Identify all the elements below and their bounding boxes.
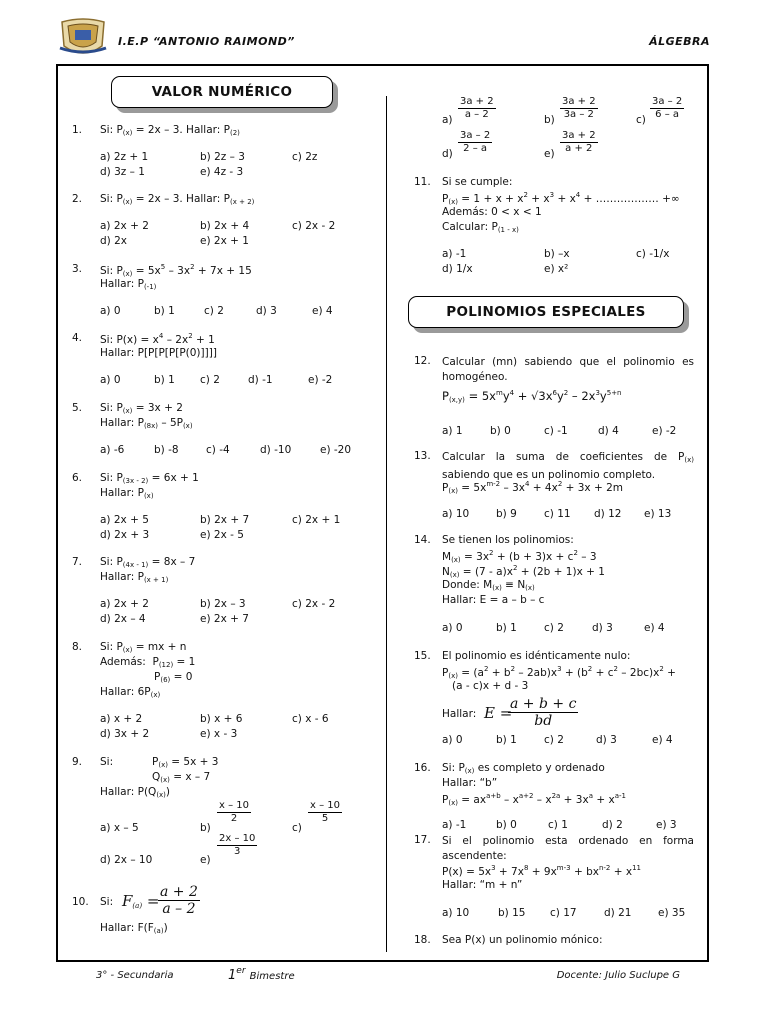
option-e: e) -20 (320, 444, 352, 456)
question-number: 17. (414, 834, 431, 846)
option-e: e) 3 (656, 819, 677, 831)
question-stem: Si: $P_{(x)} = 2x - 3$. Hallar: $P_{(2)}$ (100, 124, 240, 137)
option-b: b) 2x + 4 (200, 220, 250, 232)
question-stem-2: Hallar: $F(F_{(a)})$ (100, 922, 168, 935)
option-c: c) 2 (544, 734, 564, 746)
option-d: d) 12 (594, 508, 622, 520)
option-d: d) 3 (256, 305, 277, 317)
option-a-label: a) (442, 114, 453, 126)
question-number: 3. (72, 263, 83, 275)
question-number: 6. (72, 472, 83, 484)
question-stem-3: $P_{(x)} = ax^{a+b} - x^{a+2} - x^{2a} + 3x^a + x^{a-1}$ (442, 792, 626, 807)
question-number: 15. (414, 650, 431, 662)
option-b: b) 2x + 7 (200, 514, 250, 526)
question-stem-2: Hallar: “b” (442, 777, 498, 789)
question-number: 1. (72, 124, 83, 136)
option-b: b) 2z – 3 (200, 151, 245, 163)
question-stem: Calcular (mn) sabiendo que el polinomio es homogéneo. (442, 356, 694, 383)
option-d-label: d) (442, 148, 453, 160)
question-stem: Si se cumple: (442, 176, 513, 188)
question-si: Si: (100, 896, 114, 908)
question-number: 12. (414, 355, 431, 367)
option-b: b) 9 (496, 508, 517, 520)
option-c: c) 2 (200, 374, 220, 386)
option-e-label: e) (544, 148, 555, 160)
option-b: b) 1 (496, 622, 517, 634)
question-stem-3: Hallar: $P(Q_{(x)})$ (100, 786, 171, 799)
question-stem-4: Hallar: $6P_{(x)}$ (100, 686, 161, 699)
option-a: a) 0 (100, 374, 121, 386)
option-b: b) –x (544, 248, 570, 260)
option-a: a) -6 (100, 444, 125, 456)
question-stem-2: $M_{(x)} = 3x^2 + (b + 3)x + c^2 - 3$ (442, 549, 597, 564)
option-a: a) 2x + 2 (100, 220, 149, 232)
section-title-valor-numerico: VALOR NUMÉRICO (111, 76, 333, 108)
question-number: 4. (72, 332, 83, 344)
question-stem-3: $N_{(x)} = (7 - a)x^2 + (2b + 1)x + 1$ (442, 564, 605, 579)
question-stem: Si: $P_{(x)} = 5x^5 - 3x^2 + 7x + 15$ (100, 263, 252, 278)
question-stem-2: $P_{(x)} = (a^2 + b^2 - 2ab)x^3 + (b^2 + c^2 - 2bc)x^2$ + (442, 665, 676, 680)
question-stem: El polinomio es idénticamente nulo: (442, 650, 631, 662)
expression-fraction: $\frac{a + b + c}{bd}$ (510, 696, 577, 729)
footer-term: 1er Bimestre (228, 966, 295, 983)
question-stem-2: Hallar: P[P[P[P[P(0)]]]] (100, 347, 217, 359)
question-stem: Si: $P_{(x)} = 2x - 3$. Hallar: $P_{(x + 2)}$ (100, 193, 255, 206)
option-d: d) 1/x (442, 263, 473, 275)
option-c-label: c) (636, 114, 646, 126)
option-c: c) 11 (544, 508, 571, 520)
question-number: 18. (414, 934, 431, 946)
question-stem-3: $P_{(6)} = 0$ (154, 671, 193, 684)
option-b: b) 1 (154, 305, 175, 317)
option-a: a) 0 (442, 622, 463, 634)
page-footer (96, 966, 696, 988)
option-d: d) 3x + 2 (100, 728, 150, 740)
subject-name: ÁLGEBRA (649, 35, 710, 48)
option-a: a) 2x + 2 (100, 598, 149, 610)
option-a: a) 2x + 5 (100, 514, 149, 526)
option-b-fraction: $\frac{3a + 2}{3a - 2}$ (562, 96, 596, 120)
left-column (72, 0, 382, 1000)
option-d: d) -10 (260, 444, 292, 456)
option-b: b) -8 (154, 444, 179, 456)
question-number: 10. (72, 896, 89, 908)
option-c: c) -4 (206, 444, 230, 456)
option-d: d) 3z – 1 (100, 166, 145, 178)
option-c: c) 2z (292, 151, 318, 163)
option-e: e) x² (544, 263, 569, 275)
option-e-label: e) (200, 854, 211, 866)
question-stem-5: Hallar: E = a – b – c (442, 594, 545, 606)
school-name: I.E.P “ANTONIO RAIMOND” (118, 35, 295, 48)
question-stem: Si: $P_{(x)} = 3x + 2$ (100, 402, 183, 415)
option-a: a) -1 (442, 248, 467, 260)
option-a: a) 0 (100, 305, 121, 317)
question-stem-2: $P_{(x)} = 5x^{m-2} - 3x^4 + 4x^2 + 3x + 2m$ (442, 480, 624, 495)
option-b: b) 0 (490, 425, 511, 437)
section-title-polinomios-especiales: POLINOMIOS ESPECIALES (408, 296, 684, 328)
option-d: d) 2 (602, 819, 623, 831)
option-d: d) 3 (592, 622, 613, 634)
option-a: a) 0 (442, 734, 463, 746)
question-stem-3: Además: 0 < x < 1 (442, 206, 542, 218)
option-e: e) 4 (312, 305, 333, 317)
option-a: a) x + 2 (100, 713, 143, 725)
question-number: 14. (414, 534, 431, 546)
option-c-fraction: $\frac{3a - 2}{6 - a}$ (652, 96, 683, 120)
question-number: 13. (414, 450, 431, 462)
question-stem: Si: $P(x) = x^4 - 2x^2 + 1$ (100, 332, 215, 346)
option-c: c) 2x + 1 (292, 514, 341, 526)
option-a: a) 1 (442, 425, 463, 437)
question-number: 2. (72, 193, 83, 205)
hallar-label: Hallar: (442, 708, 477, 720)
column-divider (386, 96, 387, 952)
option-a: a) 10 (442, 907, 470, 919)
option-c: c) 2 (544, 622, 564, 634)
option-b: b) x + 6 (200, 713, 243, 725)
question-stem: Se tienen los polinomios: (442, 534, 574, 546)
option-e: e) 2x + 7 (200, 613, 249, 625)
option-b-label: b) (200, 822, 211, 834)
option-d: d) 2x (100, 235, 127, 247)
option-e-fraction: $\frac{3a + 2}{a + 2}$ (562, 130, 596, 154)
option-c-fraction: $\frac{x - 10}{5}$ (310, 800, 340, 824)
question-stem-4: Calcular: $P_{(1 - x)}$ (442, 221, 519, 234)
function-fraction: $\frac{a + 2}{a - 2}$ (160, 884, 198, 917)
option-c: c) 2x - 2 (292, 598, 336, 610)
option-e: e) 35 (658, 907, 686, 919)
option-e: e) 4 (644, 622, 665, 634)
question-stem-2: Además: $P_{(12)} = 1$ (100, 656, 196, 669)
option-e: e) 4z - 3 (200, 166, 244, 178)
question-stem: Si: $P_{(3x - 2)} = 6x + 1$ (100, 472, 199, 485)
question-number: 7. (72, 556, 83, 568)
option-d: d) 2x – 4 (100, 613, 146, 625)
option-d: d) 2x + 3 (100, 529, 150, 541)
question-number: 16. (414, 762, 431, 774)
question-formula: $P_{(x,y)} = 5x^my^4 + √3x^6y^2 - 2x^3y^{5+n}$ (442, 389, 622, 404)
question-stem-4: Donde: $M_{(x)} \equiv N_{(x)}$ (442, 579, 535, 592)
option-e: e) 2x - 5 (200, 529, 244, 541)
option-b-label: b) (544, 114, 555, 126)
question-stem-2: Hallar: $P_{(8x)} - 5P_{(x)}$ (100, 417, 193, 430)
option-a: a) 2z + 1 (100, 151, 149, 163)
question-stem: Calcular la suma de coeficientes de $P_{(x)}$ sabiendo que es un polinomio completo. (442, 451, 694, 481)
question-stem: Si: $P_{(x)}$ = mx + n (100, 641, 187, 654)
option-e-fraction: $\frac{2x - 10}{3}$ (219, 833, 256, 857)
question-stem-2: $Q_{(x)} = x - 7$ (152, 771, 211, 784)
question-stem-2: Hallar: $P_{(-1)}$ (100, 278, 157, 291)
option-d: d) 4 (598, 425, 619, 437)
option-b-fraction: $\frac{x - 10}{2}$ (219, 800, 249, 824)
option-c: c) x - 6 (292, 713, 329, 725)
footer-grade: 3° - Secundaria (96, 970, 174, 981)
option-e: e) -2 (308, 374, 333, 386)
option-d: d) -1 (248, 374, 273, 386)
question-stem: Si: $P_{(x)}$ es completo y ordenado (442, 762, 605, 775)
option-e: e) -2 (652, 425, 677, 437)
question-si: Si: (100, 756, 114, 768)
question-number: 11. (414, 176, 431, 188)
question-stem-2: $P(x) = 5x^3 + 7x^8 + 9x^{m-3} + bx^{n-2} + x^{11}$ (442, 864, 641, 878)
option-c: c) 2 (204, 305, 224, 317)
question-number: 9. (72, 756, 83, 768)
footer-teacher: Docente: Julio Suclupe G (556, 970, 680, 981)
question-stem: Si: $P_{(4x - 1)} = 8x - 7$ (100, 556, 196, 569)
option-d: d) 21 (604, 907, 632, 919)
option-d: d) 2x – 10 (100, 854, 153, 866)
question-stem-3: (a - c)x + d - 3 (452, 680, 529, 692)
option-b: b) 1 (154, 374, 175, 386)
question-number: 8. (72, 641, 83, 653)
question-stem-2: Hallar: $P_{(x + 1)}$ (100, 571, 169, 584)
option-a-fraction: $\frac{3a + 2}{a - 2}$ (460, 96, 494, 120)
option-a: a) 10 (442, 508, 470, 520)
question-number: 5. (72, 402, 83, 414)
option-e: e) 2x + 1 (200, 235, 249, 247)
option-e: e) x - 3 (200, 728, 238, 740)
option-c-label: c) (292, 822, 302, 834)
question-stem: Si el polinomio esta ordenado en forma ascendente: (442, 835, 694, 862)
option-d-fraction: $\frac{3a - 2}{2 - a}$ (460, 130, 491, 154)
option-b: b) 1 (496, 734, 517, 746)
option-b: b) 15 (498, 907, 526, 919)
option-a: a) x – 5 (100, 822, 139, 834)
expression-e: E = (484, 704, 513, 722)
option-a: a) -1 (442, 819, 467, 831)
question-stem-2: $P_{(x)} = 1 + x + x^2 + x^3 + x^4$ + ……………… +∞ (442, 191, 680, 206)
option-d: d) 3 (596, 734, 617, 746)
option-c: c) 17 (550, 907, 577, 919)
question-stem: Sea P(x) un polinomio mónico: (442, 934, 603, 946)
option-c: c) -1/x (636, 248, 670, 260)
option-e: e) 13 (644, 508, 672, 520)
option-c: c) 2x - 2 (292, 220, 336, 232)
question-stem: $P_{(x)} = 5x + 3$ (152, 756, 219, 769)
option-e: e) 4 (652, 734, 673, 746)
option-c: c) -1 (544, 425, 568, 437)
question-stem-3: Hallar: “m + n” (442, 879, 523, 891)
option-b: b) 2x – 3 (200, 598, 246, 610)
option-b: b) 0 (496, 819, 517, 831)
function-f: $F_{(a)}$ = (122, 892, 160, 910)
right-column-2 (414, 0, 698, 1000)
option-c: c) 1 (548, 819, 568, 831)
question-stem-2: Hallar: $P_{(x)}$ (100, 487, 154, 500)
